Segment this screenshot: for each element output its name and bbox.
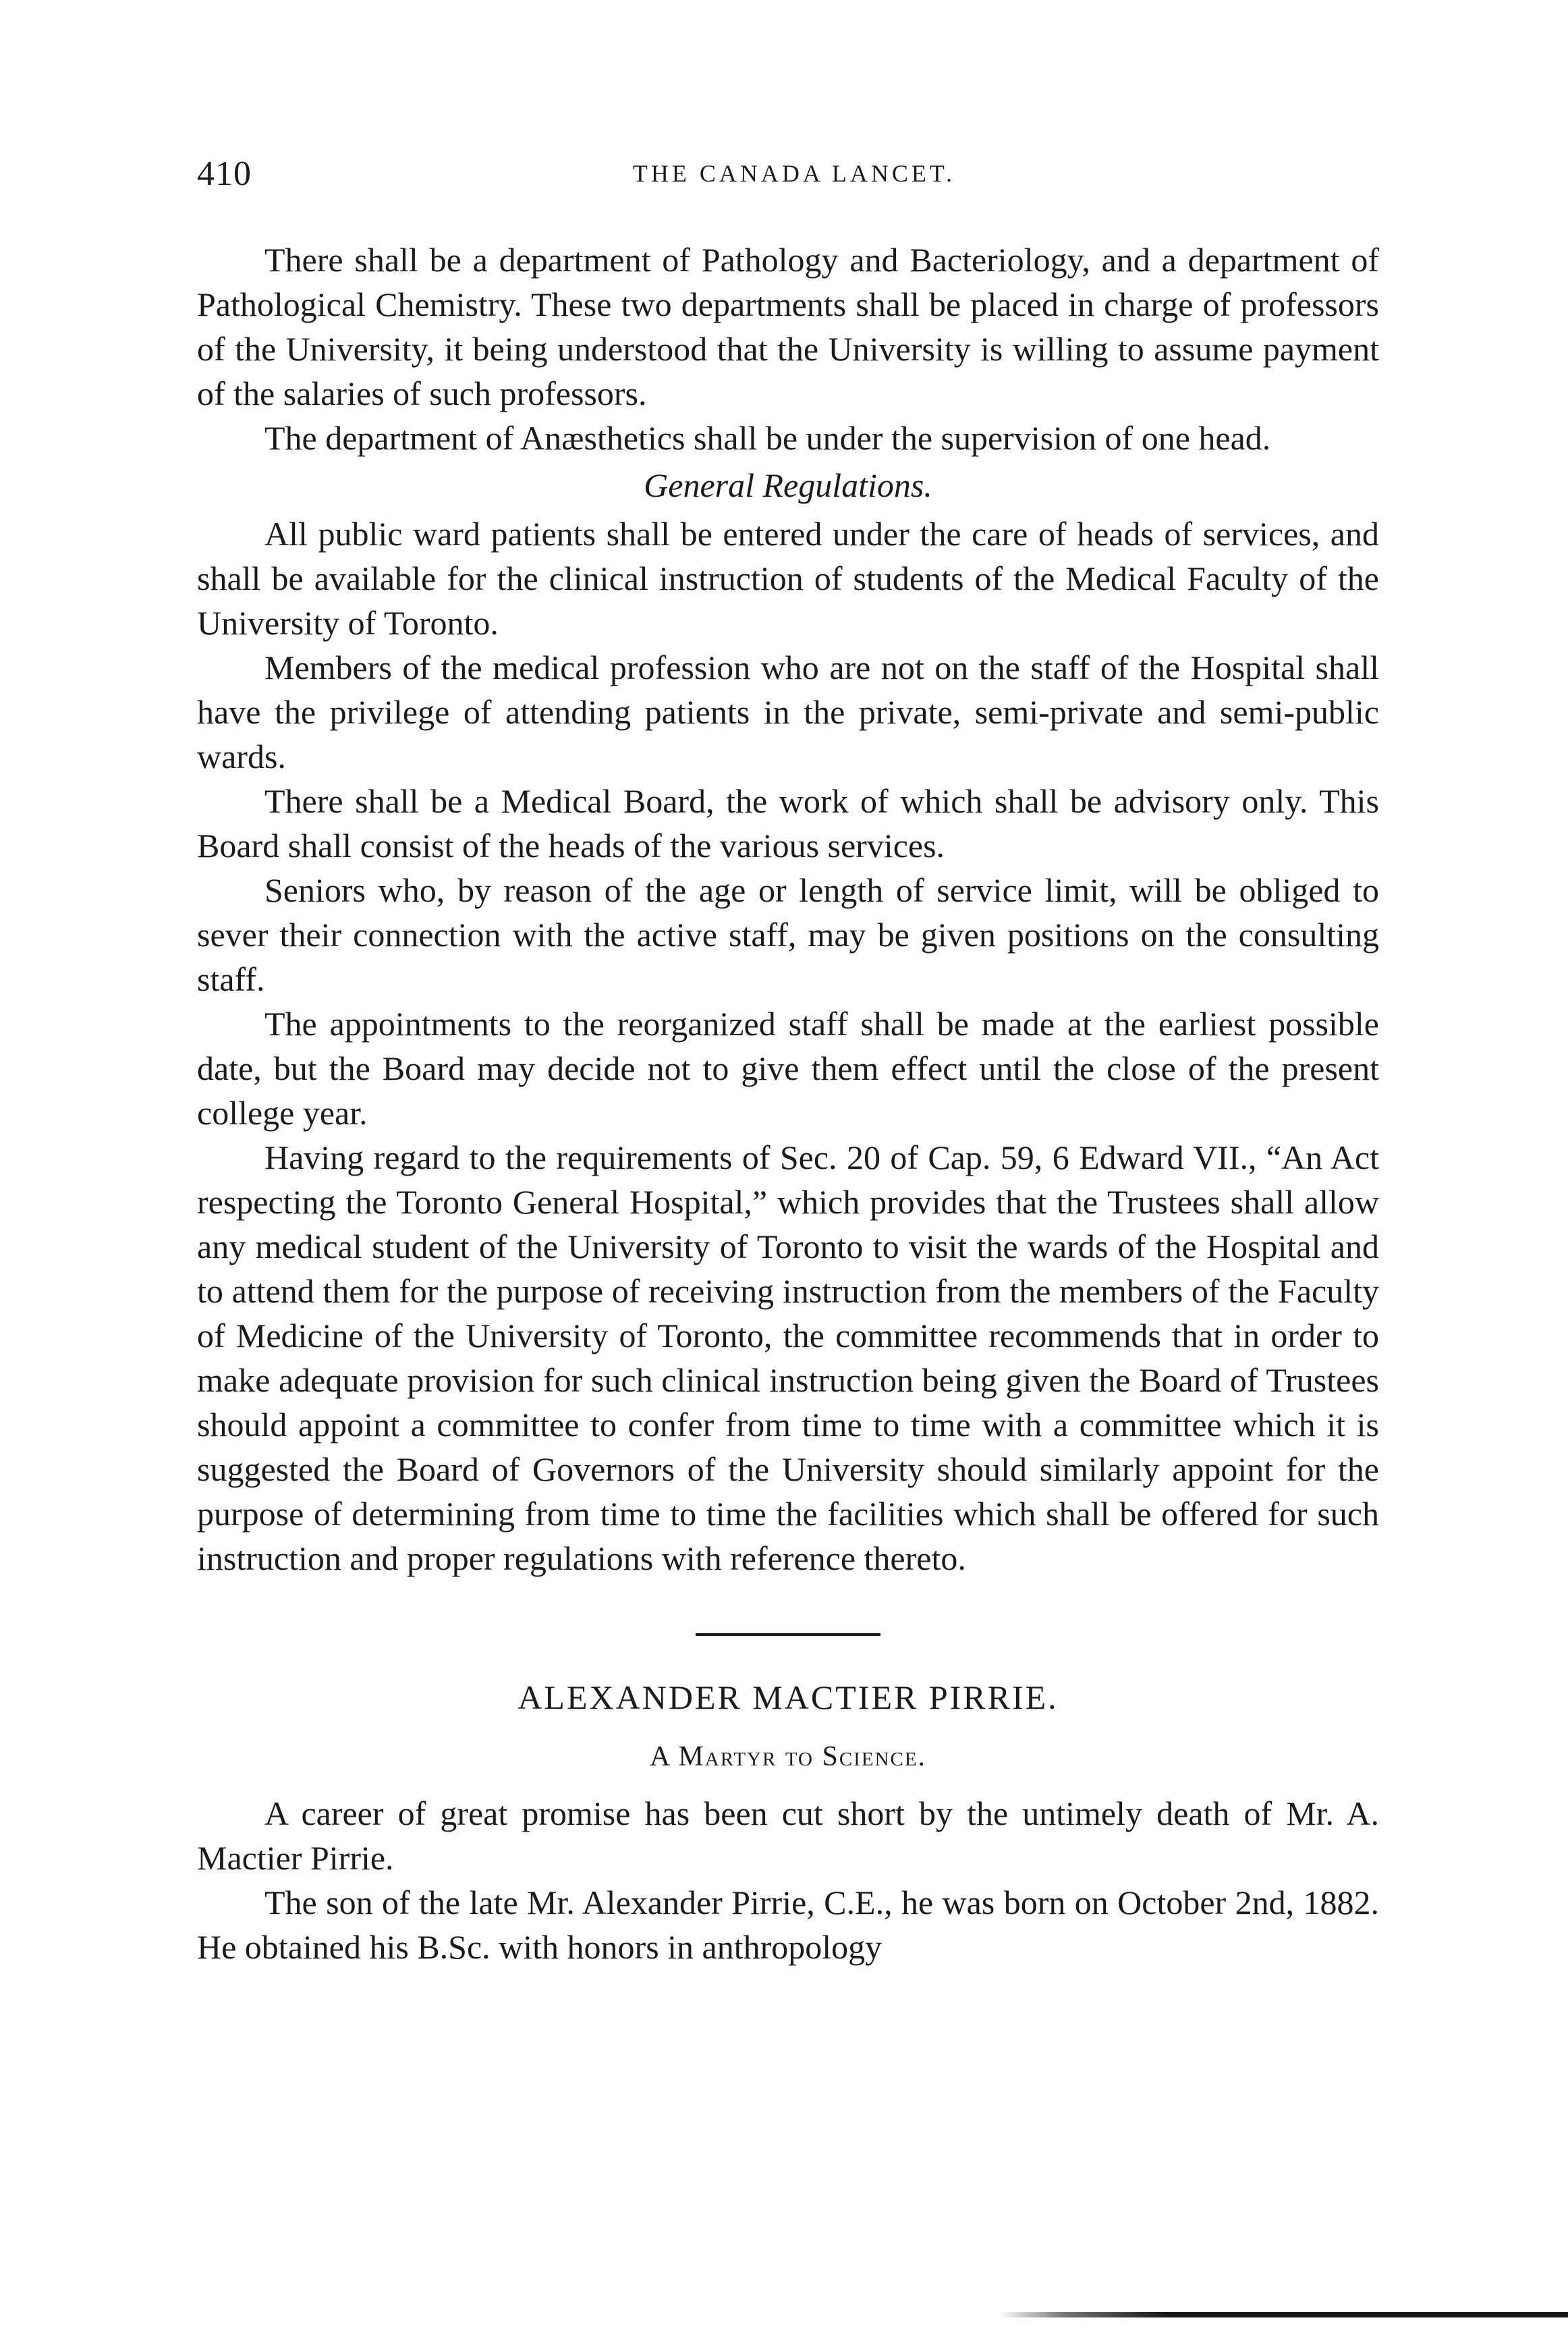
paragraph-medical-profession-privilege: Members of the medical profession who are not on the staff of the Hospital shall have the privilege of attending patients in the private, semi-private and semi-public wards. bbox=[197, 649, 1379, 775]
paragraph-public-ward-patients: All public ward patients shall be entered under the care of heads of services, and shall be available for the clinical instruction of students of the Medical Faculty of the University of Toronto. bbox=[197, 515, 1379, 642]
paragraph-seniors: Seniors who, by reason of the age or length of service limit, will be obliged to sever their connection with the active staff, may be given positions on the consulting staff. bbox=[197, 871, 1379, 998]
paragraph-clinical-instruction: Having regard to the requirements of Sec. 20 of Cap. 59, 6 Edward VII., “An Act respecting the Toronto General Hospital,” which provides that the Trustees shall allow any medical student of the University of Toronto to visit the wards of the Hospital and to attend them for the purpose of receiving instruction from the members of the Faculty of Medicine of the University of Toronto, the committee recommends that in order to make adequate provision for such clinical instruction being given the Board of Trustees should appoint a committee to confer from time to time with a committee which it is suggested the Board of Governors of the University should similarly appoint for the purpose of determining from time to time the facilities which shall be offered for such instruction and proper regulations with reference thereto. bbox=[197, 1138, 1379, 1577]
paragraph-career: A career of great promise has been cut short by the untimely death of Mr. A. Mactier Pirrie. bbox=[197, 1794, 1379, 1877]
running-head bbox=[197, 154, 1391, 201]
paragraph-medical-board: There shall be a Medical Board, the work of which shall be advisory only. This Board shall consist of the heads of the various services. bbox=[197, 782, 1379, 864]
article-title: ALEXANDER MACTIER PIRRIE. bbox=[517, 1678, 1059, 1716]
paragraph-biography: The son of the late Mr. Alexander Pirrie, C.E., he was born on October 2nd, 1882. He obtained his B.Sc. with honors in anthropology bbox=[197, 1884, 1379, 1966]
section-divider bbox=[696, 1633, 880, 1636]
paragraph-anaesthetics: The department of Anæsthetics shall be under the supervision of one head. bbox=[264, 419, 1271, 457]
journal-title: THE CANADA LANCET. bbox=[632, 160, 956, 187]
section-heading-general-regulations: General Regulations. bbox=[644, 466, 932, 504]
page-number: 410 bbox=[197, 155, 252, 193]
article-subtitle: A Martyr to Science. bbox=[649, 1741, 927, 1772]
paragraph-appointments: The appointments to the reorganized staff shall be made at the earliest possible date, but the Board may decide not to give them effect until the close of the present college year. bbox=[197, 1005, 1379, 1132]
scan-edge-mark bbox=[999, 2312, 1568, 2317]
body-text bbox=[197, 238, 1379, 1969]
paragraph-departments: There shall be a department of Pathology and Bacteriology, and a department of Pathological Chemistry. These two departments shall be placed in charge of professors of the University, it being understood that the University is willing to assume payment of the salaries of such professors. bbox=[197, 241, 1379, 412]
